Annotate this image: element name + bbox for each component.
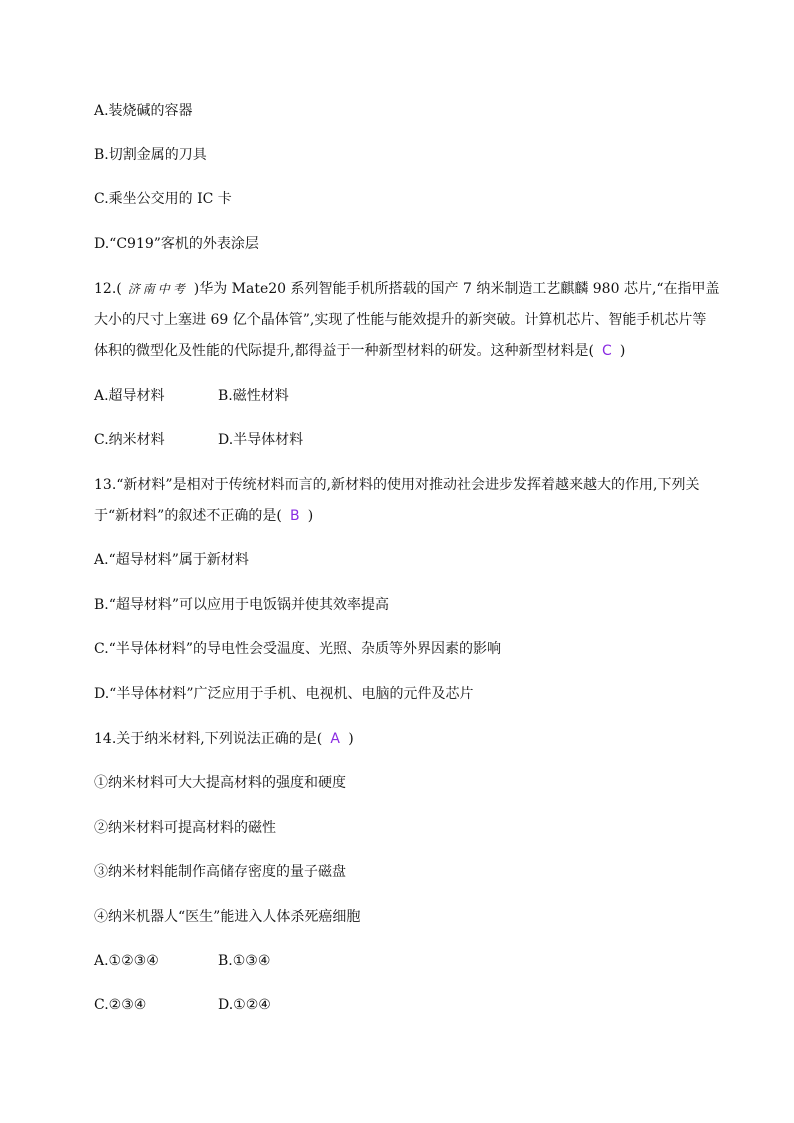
q14-option-d: D.①②④ bbox=[218, 997, 271, 1013]
q14-option-b: B.①③④ bbox=[218, 953, 271, 969]
q14-option-c: C.②③④ bbox=[94, 997, 147, 1013]
q14-stem bbox=[94, 729, 354, 749]
q12-option-d: D.半导体材料 bbox=[218, 432, 304, 448]
q14-statement-4: ④纳米机器人“医生”能进入人体杀死癌细胞 bbox=[94, 909, 361, 925]
q14-stem-text: 14.关于纳米材料,下列说法正确的是( bbox=[94, 731, 323, 747]
q12-option-a: A.超导材料 bbox=[94, 388, 165, 404]
q14-statement-3: ③纳米材料能制作高储存密度的量子磁盘 bbox=[94, 864, 346, 880]
q14-option-a: A.①②③④ bbox=[94, 953, 159, 969]
q12-stem-line3 bbox=[94, 341, 625, 361]
q12-answer: C bbox=[602, 343, 612, 359]
q12-close-paren: ) bbox=[619, 343, 626, 359]
q12-option-c: C.纳米材料 bbox=[94, 432, 165, 448]
q12-stem-line2: 大小的尺寸上塞进 69 亿个晶体管”,实现了性能与能效提升的新突破。计算机芯片、智能手机芯片等 bbox=[94, 312, 707, 328]
q11-option-c: C.乘坐公交用的 IC 卡 bbox=[94, 191, 232, 207]
q13-stem-line2 bbox=[94, 506, 313, 526]
q14-answer: A bbox=[330, 731, 340, 747]
q13-stem-line1: 13.“新材料”是相对于传统材料而言的,新材料的使用对推动社会进步发挥着越来越大的作用,下列关 bbox=[94, 477, 700, 493]
q13-stem-text: 于“新材料”的叙述不正确的是( bbox=[94, 508, 282, 524]
q13-option-d: D.“半导体材料”广泛应用于手机、电视机、电脑的元件及芯片 bbox=[94, 686, 474, 702]
q12-number: 12.( bbox=[94, 281, 122, 297]
q13-option-a: A.“超导材料”属于新材料 bbox=[94, 552, 249, 568]
q12-stem-text: 体积的微型化及性能的代际提升,都得益于一种新型材料的研发。这种新型材料是( bbox=[94, 343, 594, 359]
q12-option-b: B.磁性材料 bbox=[218, 388, 289, 404]
q12-stem-line1 bbox=[94, 279, 720, 299]
q14-statement-2: ②纳米材料可提高材料的磁性 bbox=[94, 820, 276, 836]
q12-source: 济南中考 bbox=[127, 282, 188, 296]
q14-statement-1: ①纳米材料可大大提高材料的强度和硬度 bbox=[94, 775, 346, 791]
q11-option-d: D.“C919”客机的外表涂层 bbox=[94, 236, 259, 252]
q11-option-b: B.切割金属的刀具 bbox=[94, 147, 207, 163]
q14-close-paren: ) bbox=[348, 731, 354, 747]
q13-close-paren: ) bbox=[307, 508, 314, 524]
q13-answer: B bbox=[289, 508, 300, 524]
q13-option-b: B.“超导材料”可以应用于电饭锅并使其效率提高 bbox=[94, 597, 390, 613]
q12-stem-text: )华为 Mate20 系列智能手机所搭载的国产 7 纳米制造工艺麒麟 980 芯片,“在指甲盖 bbox=[193, 281, 720, 297]
q13-option-c: C.“半导体材料”的导电性会受温度、光照、杂质等外界因素的影响 bbox=[94, 641, 501, 657]
q11-option-a: A.装烧碱的容器 bbox=[94, 103, 193, 119]
